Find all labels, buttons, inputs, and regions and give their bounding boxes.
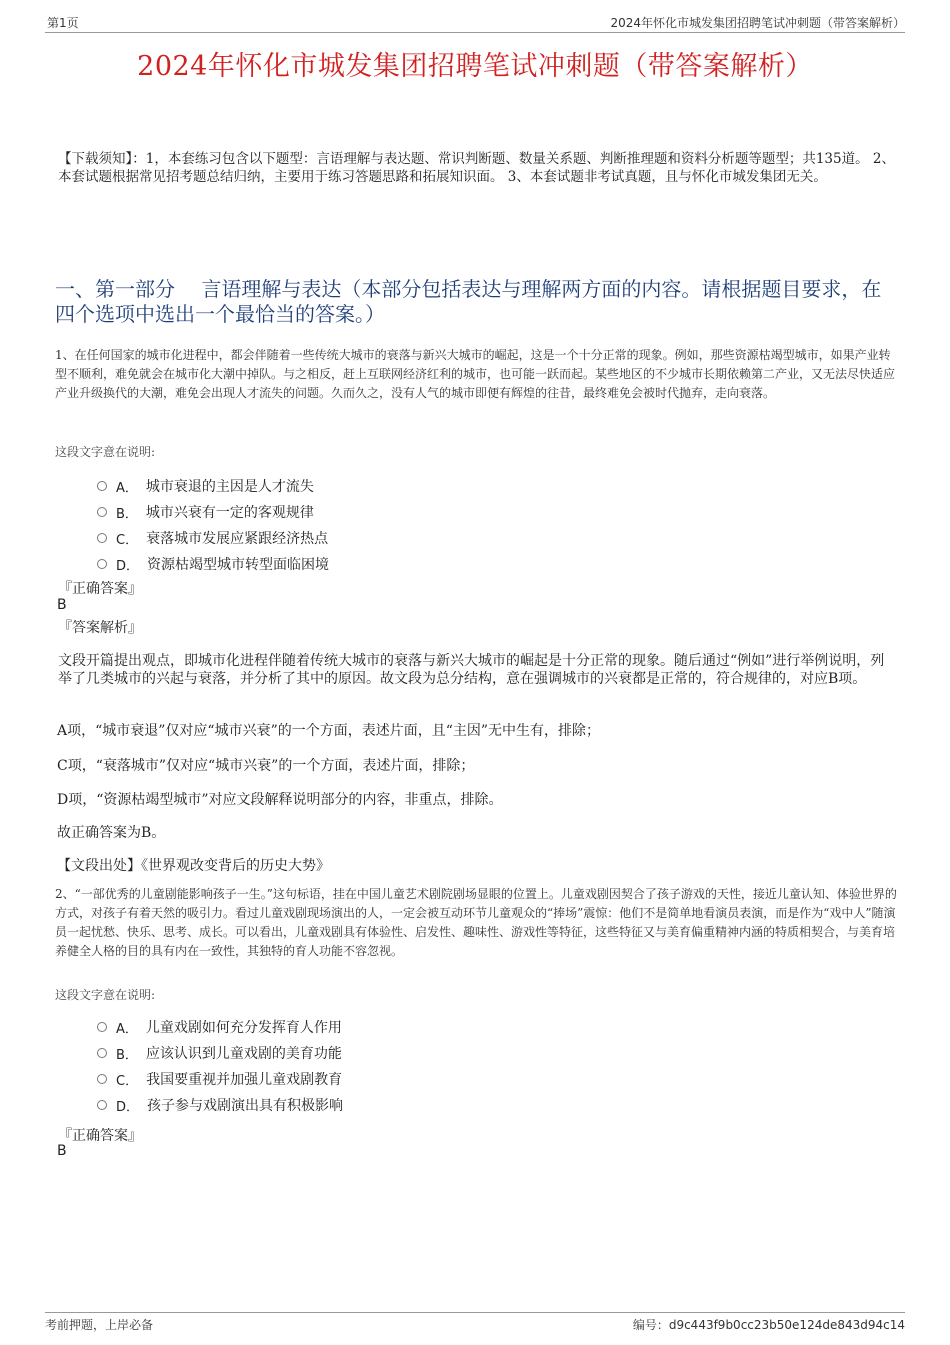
option-letter: D． bbox=[116, 1099, 140, 1115]
analysis-text: 文段开篇提出观点，即城市化进程伴随着传统大城市的衰落与新兴大城市的崛起是十分正常的现象。随后通过“例如”进行举例说明，列举了几类城市的兴起与衰落，并分析了其中的原因。故文段为总分结构，意在强调城市的兴衰都是正常的，符合规律的，对应B项。 bbox=[58, 653, 885, 687]
option-text: 孩子参与戏剧演出具有积极影响 bbox=[147, 1098, 344, 1114]
page-header bbox=[45, 14, 905, 33]
question-2-text: 2、“一部优秀的儿童剧能影响孩子一生。”这句标语，挂在中国儿童艺术剧院剧场显眼的位置上。儿童戏剧因契合了孩子游戏的天性，接近儿童认知、体验世界的方式，对孩子有着天然的吸引力。看过儿童戏剧现场演出的人，一定会被互动环节儿童观众的“捧场”震惊：他们不是简单地看演员表演，而是作为“戏中人”随演员一起忧愁、快乐、思考、成长。可以看出，儿童戏剧具有体验性、启发性、趣味性、游戏性等特征，这些特征又与美育偏重精神内涵的特质相契合，与美育培养健全人格的目的具有内在一致性，其独特的育人功能不容忽视。 bbox=[55, 887, 897, 958]
question-2-options bbox=[97, 1014, 343, 1118]
analysis-source: 【文段出处】《世界观改变背后的历史大势》 bbox=[57, 858, 330, 874]
option-d[interactable] bbox=[97, 1092, 343, 1118]
page-number: 第1页 bbox=[47, 16, 79, 30]
option-letter: C． bbox=[116, 1073, 139, 1089]
analysis-line-a: A项，“城市衰退”仅对应“城市兴衰”的一个方面，表述片面，且“主因”无中生有，排除； bbox=[57, 723, 601, 739]
option-b[interactable] bbox=[97, 1040, 343, 1066]
option-a[interactable] bbox=[97, 1014, 343, 1040]
option-text: 我国要重视并加强儿童戏剧教育 bbox=[146, 1072, 343, 1088]
option-letter: D． bbox=[116, 558, 140, 574]
question-1-prompt: 这段文字意在说明: bbox=[55, 445, 156, 459]
option-d[interactable] bbox=[97, 551, 329, 577]
radio-icon[interactable] bbox=[97, 1074, 107, 1084]
footer-slogan: 考前押题，上岸必备 bbox=[45, 1318, 154, 1332]
option-c[interactable] bbox=[97, 1066, 343, 1092]
radio-icon[interactable] bbox=[97, 559, 107, 569]
option-text: 儿童戏剧如何充分发挥育人作用 bbox=[145, 1020, 342, 1036]
radio-icon[interactable] bbox=[97, 1100, 107, 1110]
correct-answer: B bbox=[57, 1143, 67, 1159]
radio-icon[interactable] bbox=[97, 1022, 107, 1032]
question-1-options bbox=[97, 473, 329, 577]
page-footer bbox=[45, 1312, 905, 1332]
option-text: 应该认识到儿童戏剧的美育功能 bbox=[145, 1046, 342, 1062]
option-letter: B． bbox=[116, 1047, 138, 1063]
option-text: 城市兴衰有一定的客观规律 bbox=[145, 505, 314, 521]
download-notice: 【下载须知】：1，本套练习包含以下题型：言语理解与表达题、常识判断题、数量关系题、判断推理题和资料分析题等题型；共135道。 2、本套试题根据常见招考题总结归纳，主要用于练习答题思路和拓展知识面。 3、本套试题非考试真题，且与怀化市城发集团无关。 bbox=[58, 151, 895, 185]
analysis-line-d: D项，“资源枯竭型城市”对应文段解释说明部分的内容，非重点，排除。 bbox=[57, 792, 503, 808]
question-2-prompt: 这段文字意在说明: bbox=[55, 988, 156, 1002]
option-b[interactable] bbox=[97, 499, 329, 525]
option-text: 资源枯竭型城市转型面临困境 bbox=[147, 557, 330, 573]
question-1-text: 1、在任何国家的城市化进程中，都会伴随着一些传统大城市的衰落与新兴大城市的崛起，这是一个十分正常的现象。例如，那些资源枯竭型城市，如果产业转型不顺利，难免就会在城市化大潮中掉队。与之相反，赶上互联网经济红利的城市，也可能一跃而起。某些地区的不少城市长期依赖第二产业，又无法尽快适应产业升级换代的大潮，难免会出现人才流失的问题。久而久之，没有人气的城市即便有辉煌的往昔，最终难免会被时代抛弃，走向衰落。 bbox=[55, 348, 896, 400]
radio-icon[interactable] bbox=[97, 1048, 107, 1058]
radio-icon[interactable] bbox=[97, 533, 107, 543]
option-letter: A． bbox=[116, 480, 138, 496]
option-letter: A． bbox=[116, 1021, 138, 1037]
option-c[interactable] bbox=[97, 525, 329, 551]
option-text: 城市衰退的主因是人才流失 bbox=[145, 479, 314, 495]
correct-answer: B bbox=[57, 597, 67, 613]
option-letter: C． bbox=[116, 532, 139, 548]
correct-answer-label: 『正确答案』 bbox=[58, 1128, 142, 1144]
option-text: 衰落城市发展应紧跟经济热点 bbox=[146, 531, 329, 547]
correct-answer-label: 『正确答案』 bbox=[58, 581, 142, 597]
option-letter: B． bbox=[116, 506, 138, 522]
analysis-conclusion: 故正确答案为B。 bbox=[57, 825, 166, 841]
section-title: 一、第一部分 言语理解与表达（本部分包括表达与理解两方面的内容。请根据题目要求，在四个选项中选出一个最恰当的答案。） bbox=[55, 277, 882, 326]
option-a[interactable] bbox=[97, 473, 329, 499]
radio-icon[interactable] bbox=[97, 507, 107, 517]
footer-serial: 编号：d9c443f9b0cc23b50e124de843d94c14 bbox=[632, 1318, 905, 1332]
analysis-line-c: C项，“衰落城市”仅对应“城市兴衰”的一个方面，表述片面，排除； bbox=[57, 758, 475, 774]
header-doc-title: 2024年怀化市城发集团招聘笔试冲刺题（带答案解析） bbox=[610, 16, 905, 30]
document-title: 2024年怀化市城发集团招聘笔试冲刺题（带答案解析） bbox=[137, 51, 813, 82]
radio-icon[interactable] bbox=[97, 481, 107, 491]
analysis-label: 『答案解析』 bbox=[58, 620, 142, 636]
